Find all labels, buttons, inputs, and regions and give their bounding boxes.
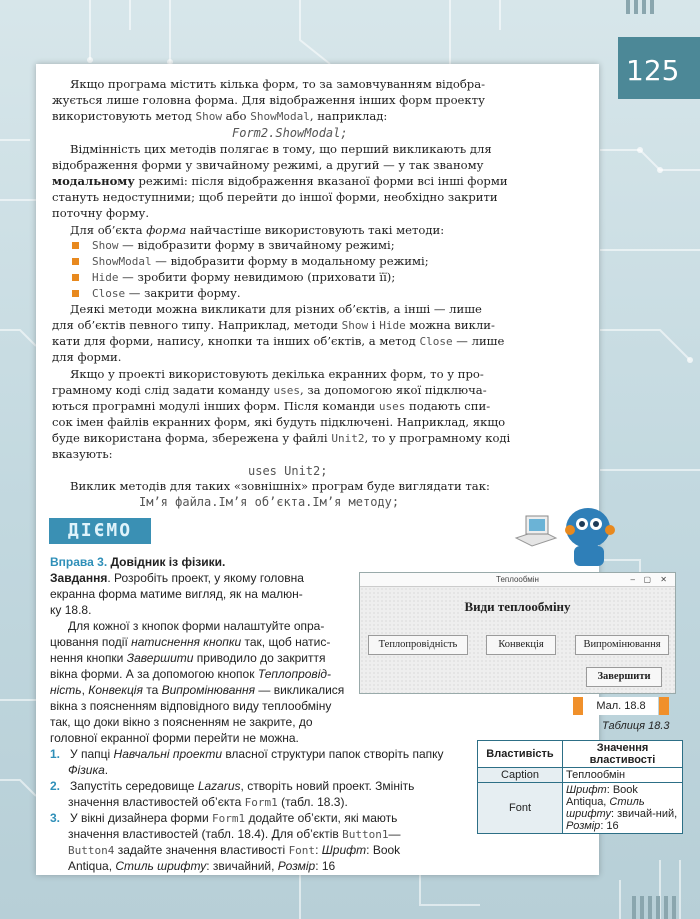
para2-line3: модальному режимі: після відображення вказаної форми всі інші форми: [52, 174, 508, 188]
method-showmodal: ShowModal — відобразити форму в модальному режимі;: [92, 254, 429, 268]
step-3-line2: значення властивостей (табл. 18.4). Для об’єктів Button1—: [68, 827, 401, 841]
diemo-banner: ДІЄМО: [49, 518, 151, 544]
convection-button[interactable]: Конвекція: [486, 635, 556, 655]
para4-line4: для форми.: [52, 350, 122, 364]
bullet-marker: [72, 290, 79, 297]
para5-line2: грамному коді слід задати команду uses, за допомогою якої підключа-: [52, 383, 487, 397]
step-3-line3: Button4 задайте значення властивості Font: Шрифт: Book: [68, 843, 401, 857]
para5-line5: буде використана форма, збережена у файлі Unit2, то у програмному коді: [52, 431, 511, 445]
window-client-area: [360, 587, 675, 693]
step-2-line1: 2. Запустіть середовище Lazarus, створіть новий проект. Змініть: [50, 779, 415, 793]
page-number: 125: [626, 54, 680, 87]
code-call-syntax: Ім’я файла.Ім’я об’єкта.Ім’я методу;: [139, 495, 400, 509]
cell-font: Font: [478, 783, 563, 834]
exercise-p2-line2: цювання події натиснення кнопки так, щоб натис-: [50, 635, 331, 649]
para3: Для об’єкта форма найчастіше використовують такі методи:: [70, 223, 445, 237]
method-close: Close — закрити форму.: [92, 286, 241, 300]
properties-table: [477, 740, 683, 834]
para2-line2: відображення форми у звичайному режимі, а другий — у так званому: [52, 158, 484, 172]
exercise-p2-line6: вікна з поясненням відповідного виду теплообміну: [50, 699, 332, 713]
figure-caption: Мал. 18.8: [584, 697, 658, 715]
para1-line2: жується лише головна форма. Для відображення інших форм проекту: [52, 93, 485, 107]
para5-line6: вказують:: [52, 447, 113, 461]
cell-caption-value: Теплообмін: [563, 768, 683, 783]
window-title: Теплообмін: [496, 575, 539, 584]
para2-line5: поточну форму.: [52, 206, 150, 220]
form-window-figure: [359, 572, 676, 694]
exercise-line1: Завдання. Розробіть проект, у якому головна: [50, 571, 304, 585]
bullet-marker: [72, 274, 79, 281]
cell-caption: Caption: [478, 768, 563, 783]
radiation-button[interactable]: Випромінювання: [575, 635, 669, 655]
robot-illustration: [512, 500, 628, 570]
code-uses-unit2: uses Unit2;: [248, 464, 328, 478]
para5-line1: Якщо у проекті використовують декілька екранних форм, то у про-: [70, 367, 484, 381]
table-row: [478, 768, 683, 783]
caption-accent-left: [573, 697, 583, 715]
method-show: Show — відобразити форму в звичайному режимі;: [92, 238, 395, 252]
exercise-line2: екранна форма матиме вигляд, як на малюн-: [50, 587, 303, 601]
step-1-line1: 1. У папці Навчальні проекти власної структури папок створіть папку: [50, 747, 444, 761]
step-3-line1: 3. У вікні дизайнера форми Form1 додайте об’єкти, які мають: [50, 811, 398, 825]
step-2-line2: значення властивостей об’єкта Form1 (табл. 18.3).: [68, 795, 348, 809]
method-hide: Hide — зробити форму невидимою (приховати її);: [92, 270, 396, 284]
bullet-marker: [72, 242, 79, 249]
para1-line3: використовують метод Show або ShowModal, наприклад:: [52, 109, 388, 123]
minimize-button[interactable]: –: [630, 575, 635, 584]
para4-line3: кати для форми, напису, кнопки та інших об’єктів, а метод Close — лише: [52, 334, 505, 348]
code-form2-showmodal: Form2.ShowModal;: [232, 126, 348, 140]
step-1-line2: Фізика.: [68, 763, 109, 777]
para5-line4: сок імен файлів екранних форм, які будуть підключені. Наприклад, якщо: [52, 415, 506, 429]
para2-line1: Відмінність цих методів полягає в тому, що перший викликають для: [70, 142, 492, 156]
finish-button[interactable]: Завершити: [586, 667, 662, 687]
exercise-p2-line3: нення кнопки Завершити приводило до закриття: [50, 651, 326, 665]
conduction-button[interactable]: Теплопровідність: [368, 635, 468, 655]
window-heading: Види теплообміну: [464, 599, 571, 614]
exercise-p2-line5: ність, Конвекція та Випромінювання — викликалися: [50, 683, 345, 697]
close-window-button[interactable]: ✕: [660, 575, 667, 584]
exercise-p2-line8: головної екранної форми перейти не можна.: [50, 731, 299, 745]
table-caption: Таблиця 18.3: [602, 720, 670, 732]
table-row: [478, 741, 683, 768]
maximize-button[interactable]: ▢: [643, 575, 651, 584]
exercise-title: Вправа 3. Довідник із фізики.: [50, 555, 226, 569]
para1-line1: Якщо програма містить кілька форм, то за замовчуванням відобра-: [70, 77, 486, 91]
bullet-marker: [72, 258, 79, 265]
para4-line2: для об’єктів певного типу. Наприклад, методи Show і Hide можна викли-: [52, 318, 495, 332]
table-header-value: Значення властивості: [563, 741, 683, 768]
para5-line3: ються програмні модулі інших форм. Після команди uses подають спи-: [52, 399, 491, 413]
window-titlebar: [360, 573, 675, 587]
para4-line1: Деякі методи можна викликати для різних об’єктів, а інші — лише: [70, 302, 482, 316]
exercise-p2-line7: так, що доки вікно з поясненням не закрите, до: [50, 715, 313, 729]
exercise-line3: ку 18.8.: [50, 603, 92, 617]
table-header-property: Властивість: [478, 741, 563, 768]
cell-font-value: Шрифт: Book Antiqua, Стиль шрифту: звичай-ний, Розмір: 16: [563, 783, 683, 834]
exercise-p2-line4: вікна форми. А за допомогою кнопок Теплопровід-: [50, 667, 331, 681]
exercise-p2-line1: Для кожної з кнопок форми налаштуйте опра-: [68, 619, 325, 633]
step-3-line4: Antiqua, Стиль шрифту: звичайний, Розмір: 16: [68, 859, 336, 873]
para6: Виклик методів для таких «зовнішніх» програм буде виглядати так:: [70, 479, 490, 493]
para2-line4: стануть недоступними; щоб перейти до іншої форми, необхідно закрити: [52, 190, 498, 204]
caption-accent-right: [659, 697, 669, 715]
table-row: [478, 783, 683, 834]
